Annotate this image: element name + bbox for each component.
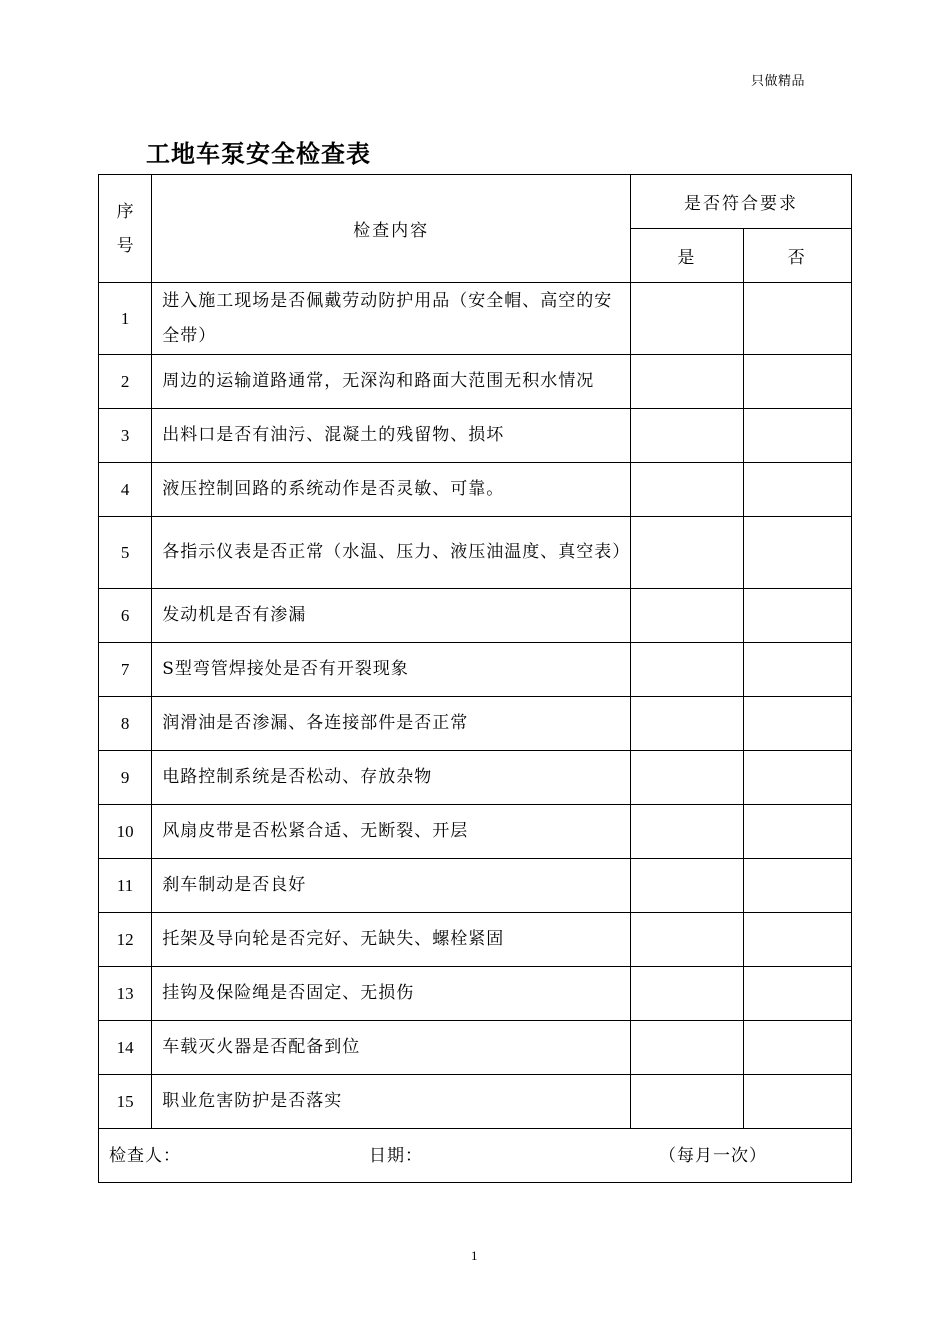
row-yes-cell[interactable]	[631, 697, 743, 751]
row-number: 9	[99, 751, 152, 805]
page-number: 1	[471, 1248, 478, 1263]
frequency-note: （每月一次）	[659, 1146, 767, 1166]
row-yes-cell[interactable]	[631, 805, 743, 859]
header-seq	[99, 175, 152, 283]
row-content: 托架及导向轮是否完好、无缺失、螺栓紧固	[152, 913, 631, 967]
row-content: 车载灭火器是否配备到位	[152, 1021, 631, 1075]
row-yes-cell[interactable]	[631, 643, 743, 697]
header-no: 否	[743, 229, 851, 283]
table-row	[99, 1021, 852, 1075]
row-no-cell[interactable]	[743, 463, 851, 517]
row-no-cell[interactable]	[743, 751, 851, 805]
row-no-cell[interactable]	[743, 913, 851, 967]
row-number: 11	[99, 859, 152, 913]
row-content: 液压控制回路的系统动作是否灵敏、可靠。	[152, 463, 631, 517]
row-no-cell[interactable]	[743, 1021, 851, 1075]
document-title: 工地车泵安全检查表	[146, 140, 371, 168]
table-row	[99, 355, 852, 409]
row-yes-cell[interactable]	[631, 859, 743, 913]
row-number: 14	[99, 1021, 152, 1075]
row-no-cell[interactable]	[743, 589, 851, 643]
row-yes-cell[interactable]	[631, 1075, 743, 1129]
table-row	[99, 913, 852, 967]
row-number: 4	[99, 463, 152, 517]
row-content: 刹车制动是否良好	[152, 859, 631, 913]
inspector-label: 检查人：	[109, 1146, 181, 1166]
row-yes-cell[interactable]	[631, 967, 743, 1021]
table-row	[99, 805, 852, 859]
table-row	[99, 517, 852, 589]
row-yes-cell[interactable]	[631, 751, 743, 805]
row-content: 挂钩及保险绳是否固定、无损伤	[152, 967, 631, 1021]
header-seq-line1: 序	[116, 201, 134, 222]
date-label: 日期：	[369, 1146, 423, 1166]
checklist-table	[98, 174, 852, 1183]
row-content: 周边的运输道路通常，无深沟和路面大范围无积水情况	[152, 355, 631, 409]
row-no-cell[interactable]	[743, 283, 851, 355]
table-row	[99, 859, 852, 913]
row-number: 7	[99, 643, 152, 697]
footer-row	[99, 1129, 852, 1183]
table-row	[99, 643, 852, 697]
row-yes-cell[interactable]	[631, 589, 743, 643]
row-no-cell[interactable]	[743, 409, 851, 463]
checklist-rows	[99, 283, 852, 1129]
row-no-cell[interactable]	[743, 967, 851, 1021]
row-number: 13	[99, 967, 152, 1021]
row-yes-cell[interactable]	[631, 1021, 743, 1075]
row-no-cell[interactable]	[743, 697, 851, 751]
row-yes-cell[interactable]	[631, 913, 743, 967]
row-content: 出料口是否有油污、混凝土的残留物、损坏	[152, 409, 631, 463]
row-number: 10	[99, 805, 152, 859]
table-row	[99, 283, 852, 355]
row-no-cell[interactable]	[743, 1075, 851, 1129]
table-row	[99, 1075, 852, 1129]
row-yes-cell[interactable]	[631, 283, 743, 355]
table-row	[99, 967, 852, 1021]
row-number: 1	[99, 283, 152, 355]
row-content: S型弯管焊接处是否有开裂现象	[152, 643, 631, 697]
row-number: 5	[99, 517, 152, 589]
header-compliance: 是否符合要求	[631, 175, 852, 229]
row-number: 8	[99, 697, 152, 751]
row-yes-cell[interactable]	[631, 355, 743, 409]
row-content: 电路控制系统是否松动、存放杂物	[152, 751, 631, 805]
row-yes-cell[interactable]	[631, 409, 743, 463]
row-content: 发动机是否有渗漏	[152, 589, 631, 643]
table-row	[99, 409, 852, 463]
row-content: 职业危害防护是否落实	[152, 1075, 631, 1129]
row-content: 进入施工现场是否佩戴劳动防护用品（安全帽、高空的安全带）	[152, 283, 631, 355]
row-content: 润滑油是否渗漏、各连接部件是否正常	[152, 697, 631, 751]
table-row	[99, 463, 852, 517]
header-mark: 只做精品	[751, 74, 806, 89]
row-content: 风扇皮带是否松紧合适、无断裂、开层	[152, 805, 631, 859]
header-yes: 是	[631, 229, 743, 283]
table-row	[99, 751, 852, 805]
row-number: 12	[99, 913, 152, 967]
header-seq-line2: 号	[116, 235, 134, 256]
row-no-cell[interactable]	[743, 355, 851, 409]
table-row	[99, 697, 852, 751]
row-no-cell[interactable]	[743, 859, 851, 913]
row-number: 3	[99, 409, 152, 463]
row-number: 2	[99, 355, 152, 409]
row-no-cell[interactable]	[743, 643, 851, 697]
row-yes-cell[interactable]	[631, 517, 743, 589]
row-number: 15	[99, 1075, 152, 1129]
table-row	[99, 589, 852, 643]
row-content: 各指示仪表是否正常（水温、压力、液压油温度、真空表）	[152, 517, 631, 589]
row-no-cell[interactable]	[743, 517, 851, 589]
row-yes-cell[interactable]	[631, 463, 743, 517]
header-content: 检查内容	[152, 175, 631, 283]
row-no-cell[interactable]	[743, 805, 851, 859]
row-number: 6	[99, 589, 152, 643]
